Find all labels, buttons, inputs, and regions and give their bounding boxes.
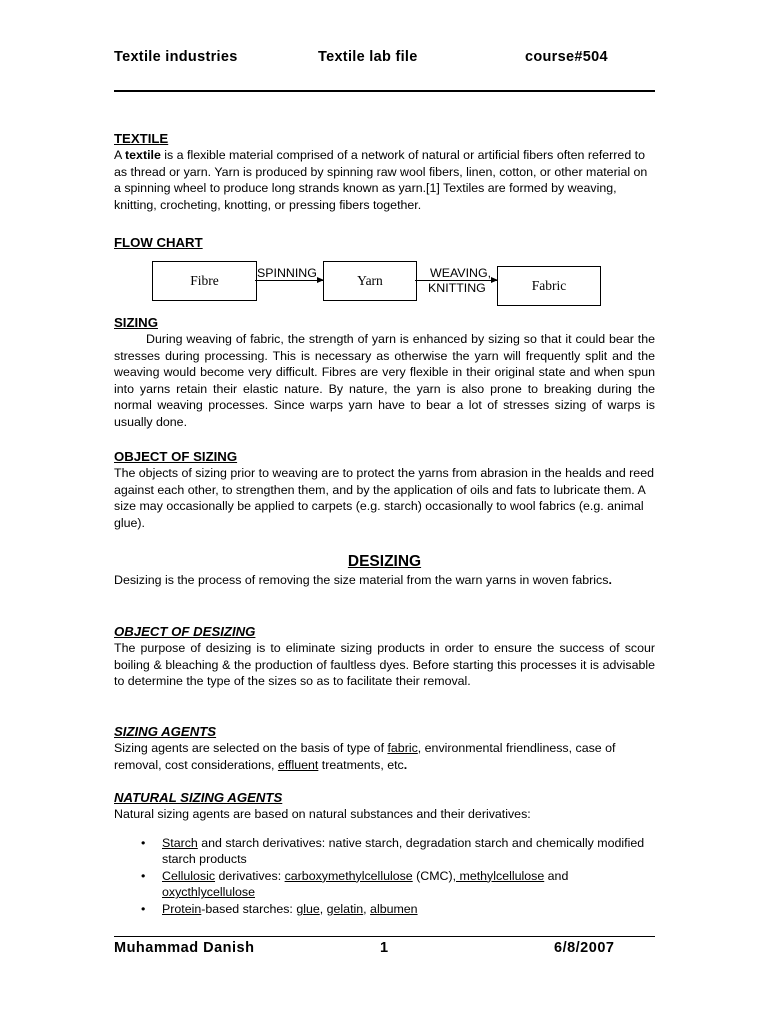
- link-oxycthlycellulose[interactable]: oxycthlycellulose: [162, 885, 255, 900]
- footer-rule: [114, 936, 655, 937]
- flow-box-fibre: Fibre: [152, 261, 257, 301]
- textile-paragraph: A textile is a flexible material comprised of a network of natural or artificial fibers often referred to as thread or yarn. Yarn is produced by spinning raw wool fibers, linen, cotton, or other material on a spinning wheel to produce long strands known as yarn.[1] Textiles are formed by weaving, knitting, crocheting, knotting, or pressing fibers together.: [114, 148, 648, 212]
- section-flow-chart: [114, 234, 655, 251]
- heading-natural-sizing-agents: NATURAL SIZING AGENTS: [114, 790, 283, 805]
- footer-author: Muhammad Danish: [114, 940, 255, 956]
- section-sizing-agents: [114, 723, 655, 773]
- section-object-of-sizing: [114, 448, 655, 531]
- list-item: • Starch and starch derivatives: native starch, degradation starch and chemically modified starch products: [162, 835, 655, 868]
- flow-label-weaving: WEAVING,: [430, 266, 492, 280]
- header-left: Textile industries: [114, 49, 238, 65]
- footer-page-number: 1: [380, 940, 389, 956]
- section-object-of-desizing: [114, 623, 655, 690]
- heading-sizing-agents: SIZING AGENTS: [114, 724, 217, 739]
- list-item: • Protein-based starches: glue, gelatin, albumen: [162, 901, 655, 918]
- flow-label-knitting: KNITTING: [428, 281, 486, 295]
- link-fabric[interactable]: fabric: [387, 741, 418, 755]
- link-cellulosic[interactable]: Cellulosic: [162, 868, 216, 883]
- flow-box-fabric: Fabric: [497, 266, 601, 306]
- heading-desizing: DESIZING: [347, 553, 422, 570]
- flow-label-spinning: SPINNING: [257, 266, 317, 280]
- header-right: course#504: [525, 49, 608, 65]
- flow-box-yarn: Yarn: [323, 261, 417, 301]
- link-starch[interactable]: Starch: [162, 835, 198, 850]
- flow-arrow-1: [255, 280, 323, 281]
- link-protein[interactable]: Protein: [162, 901, 202, 916]
- link-methylcellulose[interactable]: methylcellulose: [459, 868, 545, 883]
- section-natural-sizing-agents: [114, 789, 655, 918]
- heading-flow-chart: FLOW CHART: [114, 235, 203, 250]
- sizing-agents-paragraph: Sizing agents are selected on the basis of type of fabric, environmental friendliness, case of removal, cost considerations, effluent treatments, etc.: [114, 741, 616, 772]
- section-textile: [114, 130, 655, 213]
- natural-sizing-agents-intro: Natural sizing agents are based on natural substances and their derivatives:: [114, 807, 531, 821]
- link-albumen[interactable]: albumen: [370, 901, 418, 916]
- object-of-desizing-paragraph: The purpose of desizing is to eliminate sizing products in order to ensure the success of scour boiling & bleaching & the production of faultless dyes. Before starting this processes it is advisable to determine the type of the sizes so as to facilitate their removal.: [114, 641, 655, 689]
- object-of-sizing-paragraph: The objects of sizing prior to weaving are to protect the yarns from abrasion in the healds and reed against each other, to strengthen them, and by the application of oils and fats to lubricate them. A size may occasionally be applied to carpets (e.g. starch) occasionally to wool fabrics (e.g. animal glue).: [114, 466, 654, 530]
- link-effluent[interactable]: effluent: [277, 757, 319, 772]
- footer-date: 6/8/2007: [554, 940, 615, 956]
- desizing-paragraph: Desizing is the process of removing the size material from the warn yarns in woven fabrics.: [114, 573, 612, 587]
- sizing-paragraph: During weaving of fabric, the strength of yarn is enhanced by sizing so that it could bear the stresses during processing. This is necessary as otherwise the yarn will frequently split and the weaving would become very difficult. Fibres are very flexible in their original state and when spun into yarns retain their elastic nature. By nature, the yarn is also prone to breaking during the normal weaving processes. Since warps yarn have to bear a lot of stresses sizing of warps is usually done.: [114, 332, 655, 429]
- link-carboxymethylcellulose[interactable]: carboxymethylcellulose: [284, 868, 413, 883]
- section-sizing: [114, 314, 655, 431]
- heading-sizing: SIZING: [114, 315, 158, 330]
- natural-sizing-agents-list: [114, 835, 655, 918]
- heading-textile: TEXTILE: [114, 131, 169, 146]
- header-center: Textile lab file: [318, 49, 418, 65]
- list-item: • Cellulosic derivatives: carboxymethylcellulose (CMC), methylcellulose and oxycthlycellulose: [162, 868, 655, 901]
- link-glue[interactable]: glue: [296, 901, 320, 916]
- section-desizing: [114, 572, 655, 589]
- heading-object-of-desizing: OBJECT OF DESIZING: [114, 624, 256, 639]
- header-rule: [114, 90, 655, 92]
- heading-object-of-sizing: OBJECT OF SIZING: [114, 449, 238, 464]
- link-gelatin[interactable]: gelatin: [326, 901, 364, 916]
